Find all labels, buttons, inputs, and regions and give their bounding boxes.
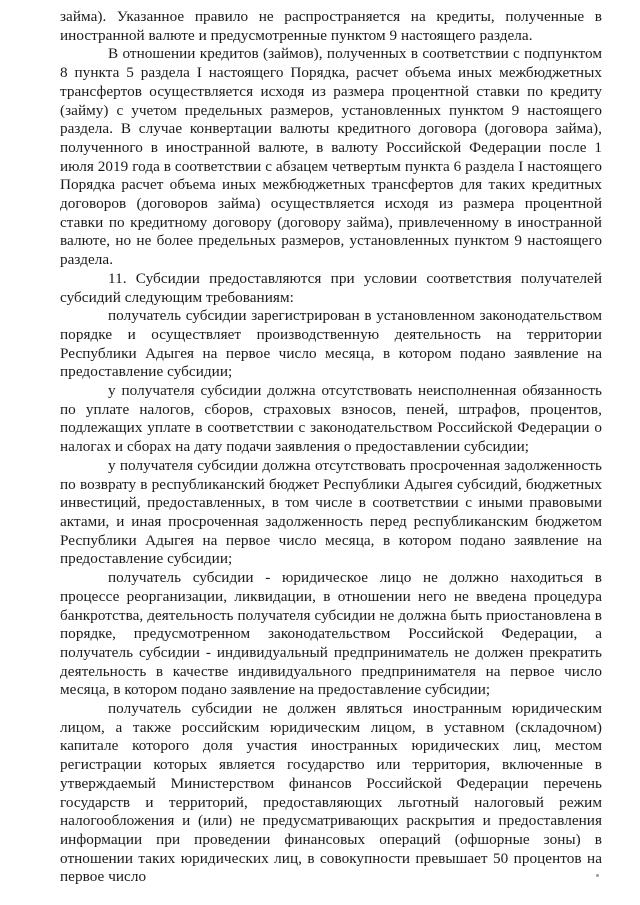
paragraph-continuation: займа). Указанное правило не распространяется на кредиты, полученные в иностранной валюте и предусмотренные пунктом 9 настоящего раздела. [60, 8, 602, 44]
paragraph-credit-calculation: В отношении кредитов (займов), полученных в соответствии с подпунктом 8 пункта 5 раздела I настоящего Порядка, расчет объема иных межбюджетных трансфертов осуществляется исходя из размера процентной ставки по кредиту (займу) с учетом предельных размеров, установленных пунктом 9 настоящего раздела. В случае конвертации валюты кредитного договора (договора займа), полученного в иностранной валюте, в валюту Российской Федерации после 1 июля 2019 года в соответствии с абзацем четвертым пункта 6 раздела I настоящего Порядка расчет объема иных межбюджетных трансфертов для таких кредитных договоров (договоров займа) осуществляется исходя из размера процентной ставки по кредитному договору (договору займа), привлеченному в иностранной валюте, но не более предельных размеров, установленных пунктом 9 настоящего раздела. [60, 45, 602, 269]
requirement-no-overdue-debt: у получателя субсидии должна отсутствовать просроченная задолженность по возврату в республиканский бюджет Республики Адыгея субсидий, бюджетных инвестиций, предоставленных, в том числе в соответствии с иными правовыми актами, и иная просроченная задолженность перед республиканским бюджетом Республики Адыгея на первое число месяца, в котором подано заявление на предоставление субсидии; [60, 456, 602, 568]
requirement-not-foreign-entity: получатель субсидии не должен являться иностранным юридическим лицом, а также российским юридическим лицом, в уставном (складочном) капитале которого доля участия иностранных юридических лиц, местом регистрации которых является государство или территория, включенные в утверждаемый Министерством финансов Российской Федерации перечень государств и территорий, предоставляющих льготный налоговый режим налогообложения и (или) не предусматривающих раскрытия и предоставления информации при проведении финансовых операций (офшорные зоны) в отношении таких юридических лиц, в совокупности превышает 50 процентов на первое число [60, 700, 602, 886]
document-page [60, 8, 602, 898]
requirement-registration: получатель субсидии зарегистрирован в установленном законодательством порядке и осуществляет производственную деятельность на территории Республики Адыгея на первое число месяца, в котором подано заявление на предоставление субсидии; [60, 307, 602, 381]
requirement-no-bankruptcy: получатель субсидии - юридическое лицо не должно находиться в процессе реорганизации, ликвидации, в отношении него не введена процедура банкротства, деятельность получателя субсидии не должна быть приостановлена в порядке, предусмотренном законодательством Российской Федерации, а получатель субсидии - индивидуальный предприниматель не должен прекратить деятельность в качестве индивидуального предпринимателя на первое число месяца, в котором подано заявление на предоставление субсидии; [60, 569, 602, 699]
requirement-no-tax-debt: у получателя субсидии должна отсутствовать неисполненная обязанность по уплате налогов, сборов, страховых взносов, пеней, штрафов, процентов, подлежащих уплате в соответствии с законодательством Российской Федерации о налогах и сборах на дату подачи заявления о предоставлении субсидии; [60, 382, 602, 456]
paragraph-subsidy-conditions: 11. Субсидии предоставляются при условии соответствия получателей субсидий следующим требованиям: [60, 269, 602, 306]
scan-dot [596, 874, 599, 877]
